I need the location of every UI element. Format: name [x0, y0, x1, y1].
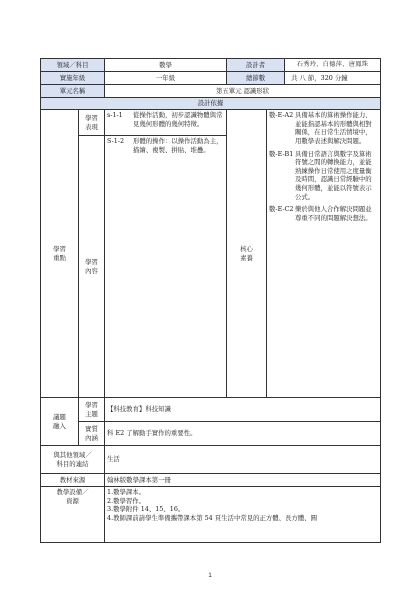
topics-label: 議題 融入	[41, 398, 79, 446]
content-code: S-1-2	[107, 137, 125, 145]
performance-code: s-1-1	[107, 111, 123, 119]
row-equipment	[41, 487, 381, 543]
core-label: 核心 素養	[227, 110, 267, 398]
core-item	[269, 111, 378, 146]
designer-label: 設計者	[227, 59, 285, 72]
row-indicator	[41, 422, 381, 446]
equipment-item: 3.數學附件 14、15、16。	[107, 505, 185, 514]
topic-label: 學習 主題	[79, 398, 105, 422]
row-source	[41, 474, 381, 487]
indicator-label: 實質 內涵	[79, 422, 105, 446]
content-label: 學習 內容	[79, 136, 105, 398]
lesson-plan-table	[40, 58, 381, 543]
links-label: 與其他領域／ 科目的連結	[41, 446, 105, 474]
core-cell	[267, 110, 381, 398]
source-label: 教材來源	[41, 474, 105, 487]
row-topic	[41, 398, 381, 422]
core-code: 數-E-C2	[269, 205, 294, 214]
performance-label: 學習 表現	[79, 110, 105, 136]
core-text: 具備日常語言與數字及算術符號之間的轉換能力，並能熟練操作日常使用之度量衡及時間，認識日常經驗中的幾何形體，並能以符號表示公式。	[295, 149, 372, 201]
grade-label: 實施年級	[41, 72, 105, 85]
field-label: 領域／科目	[41, 59, 105, 72]
periods-value: 共 八 節，320 分鐘	[285, 72, 381, 85]
row-field	[41, 59, 381, 72]
row-learning-performance	[41, 110, 381, 136]
equipment-item: 4.教師課前請學生準備攜帶課本第 54 頁生活中常見的正方體、長方體、圓	[107, 513, 318, 522]
core-item	[269, 205, 378, 222]
equipment-item: 1.數學課本。	[107, 488, 146, 496]
designer-value: 石秀玲、白德萍、唐鳳珠	[285, 59, 381, 72]
unit-label: 單元名稱	[41, 85, 105, 98]
content-text: 形體的操作：以操作活動為主，描繪、複製、拼貼、堆疊。	[133, 137, 223, 154]
source-value: 翰林版數學課本第一冊	[105, 474, 381, 487]
performance-cell	[105, 110, 227, 136]
grade-value: 一年級	[105, 72, 227, 85]
performance-item	[107, 111, 224, 128]
design-basis-heading: 設計依據	[41, 98, 381, 110]
equipment-list	[105, 487, 381, 543]
equipment-item: 2.數學習作。	[107, 496, 146, 505]
core-code: 數-E-A2	[269, 111, 294, 119]
row-unit	[41, 85, 381, 98]
content-item	[107, 137, 224, 154]
core-text: 具備基本的算術操作能力、並能指認基本的形體與相對關係，在日常生活情境中，用數學表述與解決問題。	[295, 111, 372, 145]
performance-text: 從操作活動，初步認識物體與常見幾何形體的幾何特徵。	[133, 111, 223, 128]
core-item	[269, 150, 378, 202]
content-cell	[105, 136, 227, 398]
core-code: 數-E-B1	[269, 149, 294, 158]
topic-value: 【科技教育】科技知識	[105, 398, 381, 422]
periods-label: 總節數	[227, 72, 285, 85]
row-grade	[41, 72, 381, 85]
core-text: 樂於與他人合作解決問題並尊重不同的問題解決想法。	[295, 205, 372, 223]
row-design-basis	[41, 98, 381, 110]
row-links	[41, 446, 381, 474]
links-value: 生活	[105, 446, 381, 474]
equipment-label: 教學設備／ 資源	[41, 487, 105, 543]
indicator-value: 科 E2 了解動手實作的重要性。	[105, 422, 381, 446]
page-number: 1	[208, 573, 212, 579]
field-value: 數學	[105, 59, 227, 72]
unit-value: 第五單元 認識形狀	[105, 85, 381, 98]
learning-focus-label: 學習 重點	[41, 110, 79, 398]
